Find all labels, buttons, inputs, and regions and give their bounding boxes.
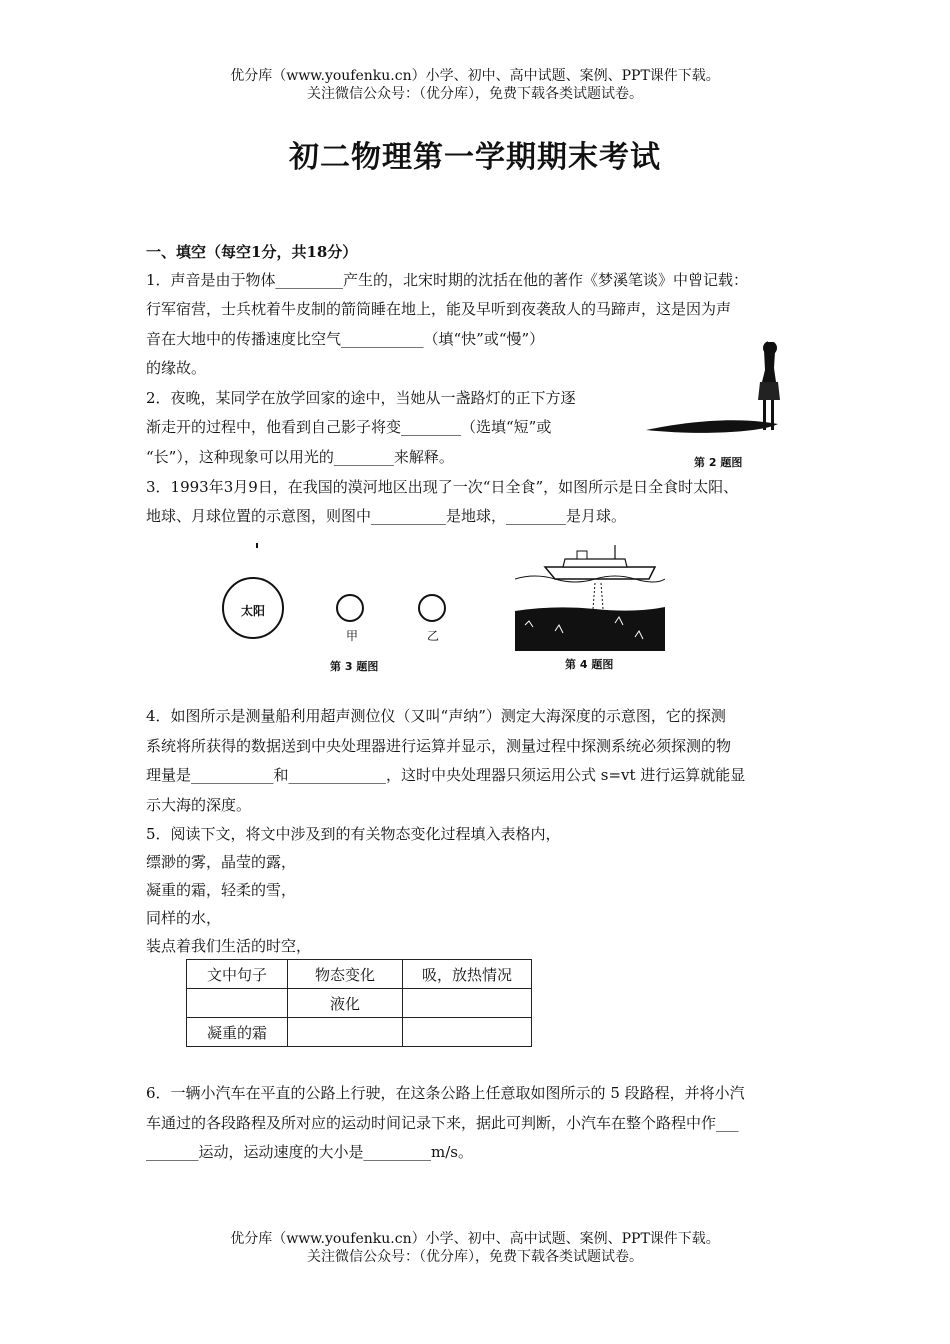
circle-jia bbox=[337, 595, 363, 621]
q5-line-1: 5．阅读下文，将文中涉及到的有关物态变化过程填入表格内， bbox=[146, 825, 561, 843]
q5-poem-line-4: 装点着我们生活的时空， bbox=[146, 937, 312, 955]
q4-line-1: 4．如图所示是测量船利用超声测位仪（又叫“声纳”）测定大海深度的示意图，它的探测 bbox=[146, 707, 726, 725]
q4-line-3: 理量是___________和_____________，这时中央处理器只须运用公式 s=vt 进行运算就能显 bbox=[146, 766, 746, 784]
q2-line-3: “长”），这种现象可以用光的________来解释。 bbox=[146, 448, 454, 466]
q4-line-4: 示大海的深度。 bbox=[146, 796, 252, 814]
jia-label: 甲 bbox=[346, 629, 359, 643]
table-header-cell: 吸，放热情况 bbox=[403, 960, 532, 989]
table-cell: 凝重的霜 bbox=[187, 1018, 288, 1047]
figure-2-girl-shadow bbox=[644, 338, 794, 446]
page-title: 初二物理第一学期期末考试 bbox=[289, 140, 661, 175]
table-cell: 液化 bbox=[288, 989, 403, 1018]
footer-line-1: 优分库（www.youfenku.cn）小学、初中、高中试题、案例、PPT课件下载。 bbox=[230, 1231, 720, 1247]
table-header-cell: 物态变化 bbox=[288, 960, 403, 989]
q5-poem-line-2: 凝重的霜，轻柔的雪， bbox=[146, 881, 297, 899]
q4-line-2: 系统将所获得的数据送到中央处理器进行运算并显示，测量过程中探测系统必须探测的物 bbox=[146, 737, 732, 755]
q3-line-2: 地球、月球位置的示意图，则图中__________是地球，________是月球。 bbox=[146, 507, 627, 525]
table-cell bbox=[403, 989, 532, 1018]
states-table bbox=[186, 959, 532, 1047]
q1-line-3: 音在大地中的传播速度比空气___________（填“快”或“慢”） bbox=[146, 330, 545, 348]
q1-line-4: 的缘故。 bbox=[146, 359, 207, 377]
figure-4-sonar-ship bbox=[515, 545, 665, 653]
table-row bbox=[187, 989, 532, 1018]
table-cell bbox=[187, 989, 288, 1018]
table-header-cell: 文中句子 bbox=[187, 960, 288, 989]
q1-line-2: 行军宿营，士兵枕着牛皮制的箭筒睡在地上，能及早听到夜袭敌人的马蹄声，这是因为声 bbox=[146, 300, 732, 318]
q2-line-2: 渐走开的过程中，他看到自己影子将变________（选填“短”或 bbox=[146, 418, 552, 436]
figure-4-caption: 第 4 题图 bbox=[565, 658, 614, 671]
q6-line-1: 6．一辆小汽车在平直的公路上行驶，在这条公路上任意取如图所示的 5 段路程，并将小汽 bbox=[146, 1084, 745, 1102]
section-heading: 一、填空（每空1分，共18分） bbox=[146, 243, 358, 261]
figure-3-caption: 第 3 题图 bbox=[330, 660, 379, 673]
q2-line-1: 2．夜晚，某同学在放学回家的途中，当她从一盏路灯的正下方逐 bbox=[146, 389, 576, 407]
q6-line-2: 车通过的各段路程及所对应的运动时间记录下来，据此可判断，小汽车在整个路程中作___ bbox=[146, 1114, 739, 1132]
table-cell bbox=[403, 1018, 532, 1047]
table-row bbox=[187, 1018, 532, 1047]
yi-label: 乙 bbox=[427, 629, 440, 643]
q5-poem-line-3: 同样的水， bbox=[146, 909, 222, 927]
q5-poem-line-1: 缥渺的雾，晶莹的露， bbox=[146, 853, 297, 871]
header-line-1: 优分库（www.youfenku.cn）小学、初中、高中试题、案例、PPT课件下载。 bbox=[230, 68, 720, 84]
footer-line-2: 关注微信公众号：（优分库），免费下载各类试题试卷。 bbox=[307, 1249, 643, 1265]
table-cell bbox=[288, 1018, 403, 1047]
q6-line-3: _______运动，运动速度的大小是_________m/s。 bbox=[146, 1143, 473, 1161]
q1-line-1: 1．声音是由于物体_________产生的，北宋时期的沈括在他的著作《梦溪笔谈》中曾记载： bbox=[146, 271, 749, 289]
header-line-2: 关注微信公众号：（优分库），免费下载各类试题试卷。 bbox=[307, 86, 643, 102]
figure-3-sun-earth-moon bbox=[220, 540, 460, 650]
q3-line-1: 3．1993年3月9日，在我国的漠河地区出现了一次“日全食”，如图所示是日全食时太阳、 bbox=[146, 478, 739, 496]
circle-yi bbox=[419, 595, 445, 621]
sun-label: 太阳 bbox=[241, 604, 266, 618]
table-header-row bbox=[187, 960, 532, 989]
figure-2-caption: 第 2 题图 bbox=[694, 456, 743, 469]
